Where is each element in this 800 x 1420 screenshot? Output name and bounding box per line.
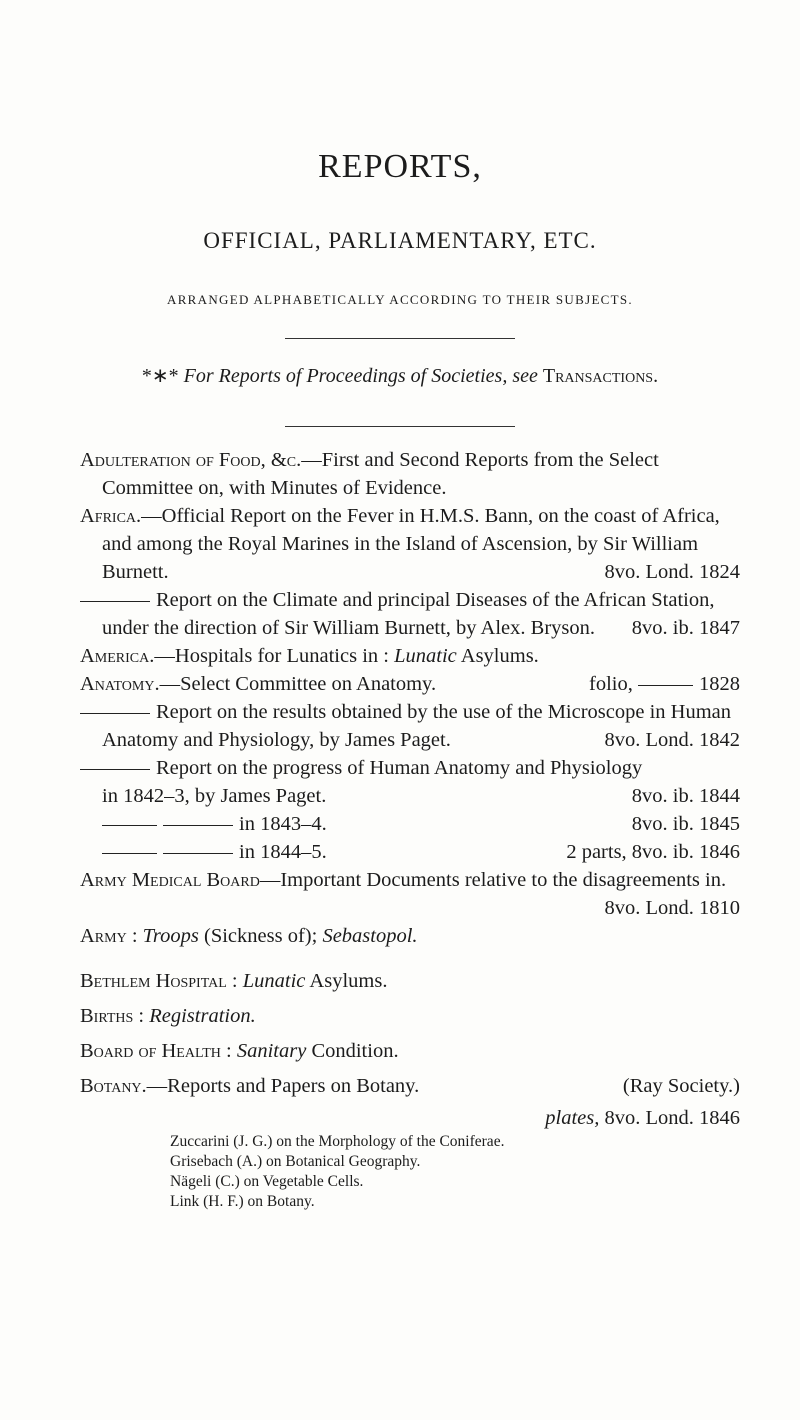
note-link: Transactions. — [542, 365, 659, 387]
entry-america — [80, 642, 740, 670]
entry-heading: Anatomy. — [80, 673, 160, 695]
divider-bottom — [285, 426, 515, 427]
entry-text: in 1842–3, by James Paget. — [102, 785, 327, 807]
entry-imprint: 2 parts, 8vo. ib. 1846 — [566, 841, 740, 863]
entry-imprint: 1828 — [699, 673, 740, 695]
entry-board-of-health — [80, 1034, 740, 1069]
entry-imprint: 8vo. ib. 1844 — [631, 785, 740, 807]
entry-anatomy-4 — [80, 810, 740, 838]
entry-text: —Hospitals for Lunatics in : — [154, 645, 389, 667]
entry-crossref: Sanitary — [236, 1040, 307, 1062]
ditto-dash — [80, 713, 150, 714]
entry-text: —Select Committee on Anatomy. — [159, 673, 437, 695]
entry-format: folio, — [589, 673, 633, 695]
entry-heading: Board of Health : — [80, 1040, 232, 1062]
page-subtitle: OFFICIAL, PARLIAMENTARY, ETC. — [203, 228, 597, 253]
entry-text: —Important Documents relative to the disagreements in. — [259, 869, 727, 891]
note-text: For Reports of Proceedings of Societies, see — [183, 365, 538, 387]
entry-anatomy-3 — [80, 754, 740, 782]
entry-crossref: Lunatic — [242, 970, 306, 992]
entry-crossref: Registration. — [149, 1005, 256, 1027]
entry-botany — [58, 1069, 740, 1104]
note-mark: *∗* — [141, 365, 179, 387]
contents-item: Link (H. F.) on Botany. — [170, 1193, 315, 1210]
entry-anatomy-2 — [80, 698, 740, 754]
botany-contents — [170, 1132, 740, 1212]
page-title: REPORTS, — [318, 148, 482, 185]
entry-imprint: 8vo. Lond. 1824 — [604, 561, 740, 583]
entry-heading: America. — [80, 645, 155, 667]
entry-heading: Bethlem Hospital : — [80, 970, 238, 992]
entry-imprint: 8vo. Lond. 1846 — [604, 1107, 740, 1129]
entry-africa-2 — [80, 586, 740, 642]
entry-crossref: Troops — [142, 925, 199, 947]
ditto-dash — [163, 825, 233, 826]
entry-format: plates, — [545, 1107, 600, 1129]
entry-text: Report on the Climate and principal Diseases of the African Station, under the direction of Sir William Burnett, by Alex. Bryson. — [102, 589, 715, 639]
entry-crossref: Lunatic — [394, 645, 457, 667]
entry-imprint: 8vo. Lond. 1842 — [604, 729, 740, 751]
entry-text-tail: Asylums. — [460, 645, 539, 667]
entry-imprint: 8vo. ib. 1845 — [631, 813, 740, 835]
entry-text: (Sickness of); — [204, 925, 318, 947]
entry-heading: Army : — [80, 925, 138, 947]
entry-society: (Ray Society.) — [622, 1075, 740, 1097]
entry-bethlem — [80, 964, 740, 999]
entry-imprint: 8vo. Lond. 1810 — [604, 897, 740, 919]
contents-item: Zuccarini (J. G.) on the Morphology of the Coniferae. — [170, 1133, 505, 1150]
entry-crossref: Sebastopol. — [322, 925, 418, 947]
entry-heading: Botany. — [80, 1075, 147, 1097]
entry-text: —First and Second Reports from the Select Committee on, with Minutes of Evidence. — [102, 449, 659, 499]
cross-reference-note — [0, 363, 800, 388]
ditto-dash — [102, 825, 157, 826]
entry-heading: Africa. — [80, 505, 142, 527]
entry-africa — [80, 502, 740, 586]
contents-item: Grisebach (A.) on Botanical Geography. — [170, 1153, 421, 1170]
entry-anatomy — [58, 670, 740, 698]
entry-botany-imprint — [80, 1104, 740, 1132]
entry-text: in 1843–4. — [239, 813, 327, 835]
entry-text-tail: Condition. — [311, 1040, 399, 1062]
entries-list — [80, 446, 740, 1212]
entry-births — [80, 999, 740, 1034]
ditto-dash — [163, 853, 233, 854]
entry-text: —Reports and Papers on Botany. — [146, 1075, 420, 1097]
entry-text: Report on the progress of Human Anatomy and Physiology — [156, 757, 643, 779]
divider-top — [285, 338, 515, 339]
ditto-dash — [102, 853, 157, 854]
entry-anatomy-3b — [80, 782, 740, 810]
arrangement-note: ARRANGED ALPHABETICALLY ACCORDING TO THEIR SUBJECTS. — [167, 292, 633, 307]
entry-heading: Births : — [80, 1005, 145, 1027]
entry-text: in 1844–5. — [239, 841, 327, 863]
ditto-dash — [638, 685, 693, 686]
contents-item: Nägeli (C.) on Vegetable Cells. — [170, 1173, 364, 1190]
entry-text: —Official Report on the Fever in H.M.S. Bann, on the coast of Africa, and among the Royal Marines in the Island of Ascension, by Sir William Burnett. — [102, 505, 720, 583]
entry-text-tail: Asylums. — [309, 970, 388, 992]
entry-text: Report on the results obtained by the use of the Microscope in Human Anatomy and Physiology, by James Paget. — [102, 701, 732, 751]
entry-army — [80, 922, 740, 950]
ditto-dash — [80, 769, 150, 770]
ditto-dash — [80, 601, 150, 602]
entry-anatomy-5 — [80, 838, 740, 866]
entry-army-medical — [80, 866, 740, 919]
entry-imprint: 8vo. ib. 1847 — [631, 617, 740, 639]
entry-heading: Army Medical Board — [80, 869, 260, 891]
entry-heading: Adulteration of Food, &c. — [80, 449, 302, 471]
entry-adulteration — [80, 446, 740, 502]
